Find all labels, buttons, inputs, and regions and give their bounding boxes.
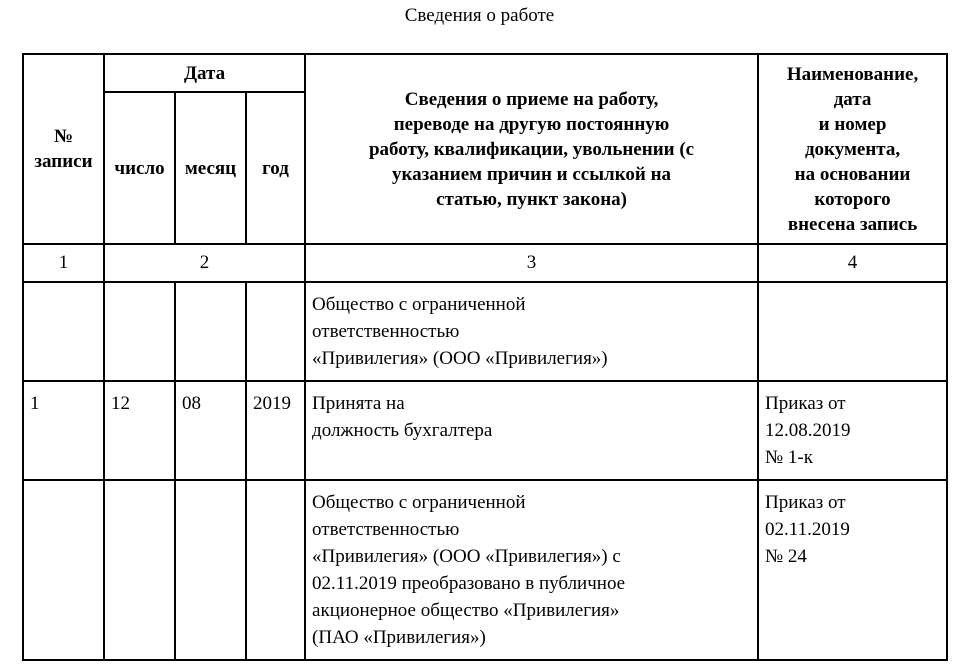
cell-document-line: № 1-к	[765, 447, 813, 468]
cell-document-line: № 24	[765, 546, 807, 567]
column-number: 3	[305, 244, 758, 282]
employment-records-table	[22, 53, 948, 661]
cell-record-no: 1	[23, 381, 104, 480]
column-numbers-row	[23, 244, 947, 282]
cell-info-line: «Привилегия» (ООО «Привилегия»)	[312, 348, 608, 369]
table-row	[23, 381, 947, 480]
cell-month	[175, 480, 246, 660]
table-row	[23, 282, 947, 381]
header-row-top	[23, 54, 947, 92]
header-info-line: Сведения о приеме на работу,	[404, 88, 659, 110]
header-day: число	[104, 92, 175, 244]
header-info-line: статью, пункт закона)	[436, 188, 627, 210]
cell-info-line: Общество с ограниченной	[312, 294, 526, 315]
header-info-line: переводе на другую постоянную	[393, 113, 670, 135]
header-info-line: работу, квалификации, увольнении (с	[368, 138, 695, 160]
cell-document	[758, 381, 947, 480]
header-info-line: указанием причин и ссылкой на	[392, 163, 672, 185]
cell-info-line: должность бухгалтера	[312, 420, 493, 441]
column-number: 1	[23, 244, 104, 282]
cell-year: 2019	[246, 381, 305, 480]
cell-info-line: ответственностью	[312, 321, 460, 342]
column-number: 4	[758, 244, 947, 282]
header-document-line: на основании	[794, 163, 911, 185]
cell-document-line: Приказ от	[765, 492, 846, 513]
table-row	[23, 480, 947, 660]
cell-document-line: Приказ от	[765, 393, 846, 414]
cell-day	[104, 480, 175, 660]
cell-day	[104, 282, 175, 381]
cell-record-no	[23, 282, 104, 381]
header-month: месяц	[175, 92, 246, 244]
cell-document-line: 02.11.2019	[765, 519, 850, 540]
cell-info	[305, 381, 758, 480]
cell-info-line: Принята на	[312, 393, 405, 414]
cell-info	[305, 282, 758, 381]
header-document-line: внесена запись	[787, 213, 918, 235]
header-record-no-line: записи	[34, 151, 93, 172]
cell-info	[305, 480, 758, 660]
cell-year	[246, 282, 305, 381]
cell-info-line: «Привилегия» (ООО «Привилегия») с	[312, 546, 621, 567]
page-title: Сведения о работе	[404, 5, 555, 26]
cell-info-line: 02.11.2019 преобразовано в публичное	[312, 573, 626, 594]
cell-document-line: 12.08.2019	[765, 420, 851, 441]
cell-document	[758, 480, 947, 660]
cell-info-line: (ПАО «Привилегия»)	[312, 627, 486, 648]
header-document	[758, 54, 947, 244]
header-record-no	[23, 54, 104, 244]
header-document-line: которого	[814, 188, 891, 210]
cell-day: 12	[104, 381, 175, 480]
column-number: 2	[104, 244, 305, 282]
cell-info-line: ответственностью	[312, 519, 460, 540]
cell-month	[175, 282, 246, 381]
cell-info-line: Общество с ограниченной	[312, 492, 526, 513]
header-date: Дата	[104, 54, 305, 92]
header-record-no-line: №	[53, 126, 74, 147]
cell-month: 08	[175, 381, 246, 480]
header-document-line: дата	[833, 88, 872, 110]
cell-info-line: акционерное общество «Привилегия»	[312, 600, 620, 621]
header-info	[305, 54, 758, 244]
header-document-line: и номер	[818, 113, 887, 135]
cell-record-no	[23, 480, 104, 660]
cell-document	[758, 282, 947, 381]
header-document-line: документа,	[804, 138, 901, 160]
header-year: год	[246, 92, 305, 244]
cell-year	[246, 480, 305, 660]
header-document-line: Наименование,	[786, 63, 919, 85]
